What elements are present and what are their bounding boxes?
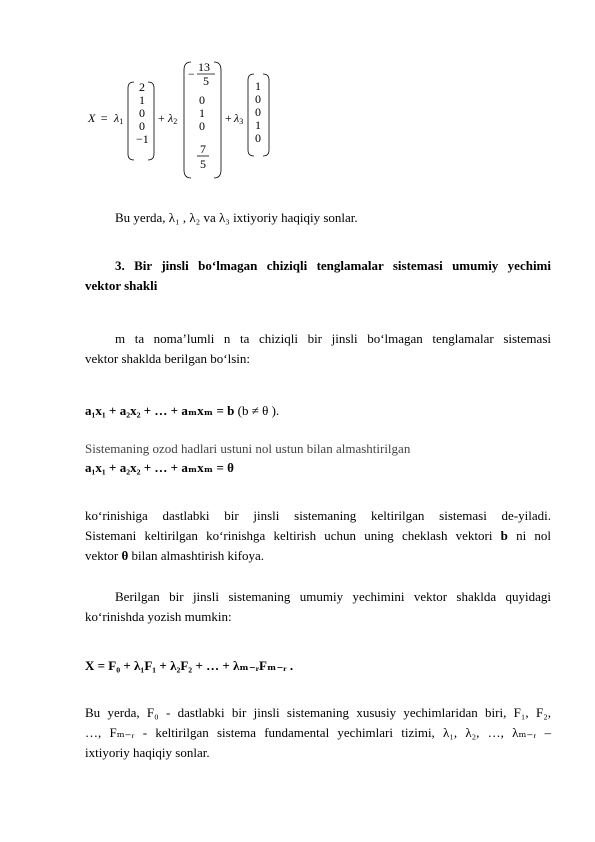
paragraph-4: Bu yerda, F₀ - dastlabki bir jinsli sistemaning xususiy yechimlaridan biri, F₁, F₂, …, Fₘ₋ᵣ - keltirilgan sistema fundamental yechimlari tizimi, λ₁, λ₂, …, λₘ₋ᵣ – ixtiyoriy haqiqiy sonlar. — [85, 705, 551, 760]
vector-1: 2 1 0 0 −1 — [136, 80, 149, 146]
lambda-note: Bu yerda, λ₁ , λ₂ va λ₃ ixtiyoriy haqiqiy sonlar. — [115, 210, 358, 225]
paragraph-2: ko‘rinishiga dastlabki bir jinsli sistemaning keltirilgan sistemasi de-yiladi. Sistemani keltirilgan ko‘rinishga keltirish uchun uning cheklash vektori b ni nol vektor θ bilan almashtirish kifoya. — [85, 508, 551, 563]
vec2-top-numerator: 13 — [198, 60, 210, 74]
vector-3: 1 0 0 1 0 — [255, 79, 261, 145]
equation-3: X = F₀ + λ₁F₁ + λ₂F₂ + … + λₘ₋ᵣFₘ₋ᵣ . — [85, 658, 294, 673]
lambda-1: $\lambda_1$ — [114, 111, 124, 126]
vec2-bottom-denominator: 5 — [200, 157, 206, 171]
lambda-3: $\lambda_3$ — [234, 111, 244, 126]
equals-sign: = — [100, 111, 109, 125]
vector-equation — [88, 58, 288, 178]
paragraph-3: Berilgan bir jinsli sistemaning umumiy yechimini vektor shaklda quyidagi ko‘rinishda yozish mumkin: — [85, 589, 551, 624]
vec2-top-denominator: 5 — [203, 74, 209, 88]
equation-2: a₁x₁ + a₂x₂ + … + aₘxₘ = θ — [85, 460, 234, 475]
plus-sign-2: + — [225, 111, 232, 125]
plus-sign: + — [158, 111, 165, 125]
vec2-bottom-numerator: 7 — [200, 142, 206, 156]
lambda-2: $\lambda_2$ — [168, 111, 178, 126]
grey-note: Sistemaning ozod hadlari ustuni nol ustun bilan almashtirilgan — [85, 441, 411, 456]
vec2-top-sign: − — [188, 67, 195, 81]
vector-2-middle: 0 1 0 — [199, 93, 205, 133]
paragraph-1: m ta noma’lumli n ta chiziqli bir jinsli bo‘lmagan tenglamalar sistemasi vektor shaklda berilgan bo‘lsin: — [85, 331, 551, 366]
section-title: 3. Bir jinsli bo‘lmagan chiziqli tenglamalar sistemasi umumiy yechimi vektor shakli — [85, 258, 551, 293]
equation-1: a₁x₁ + a₂x₂ + … + aₘxₘ = b (b ≠ θ ). — [85, 403, 280, 418]
lhs-x: X — [88, 111, 96, 125]
